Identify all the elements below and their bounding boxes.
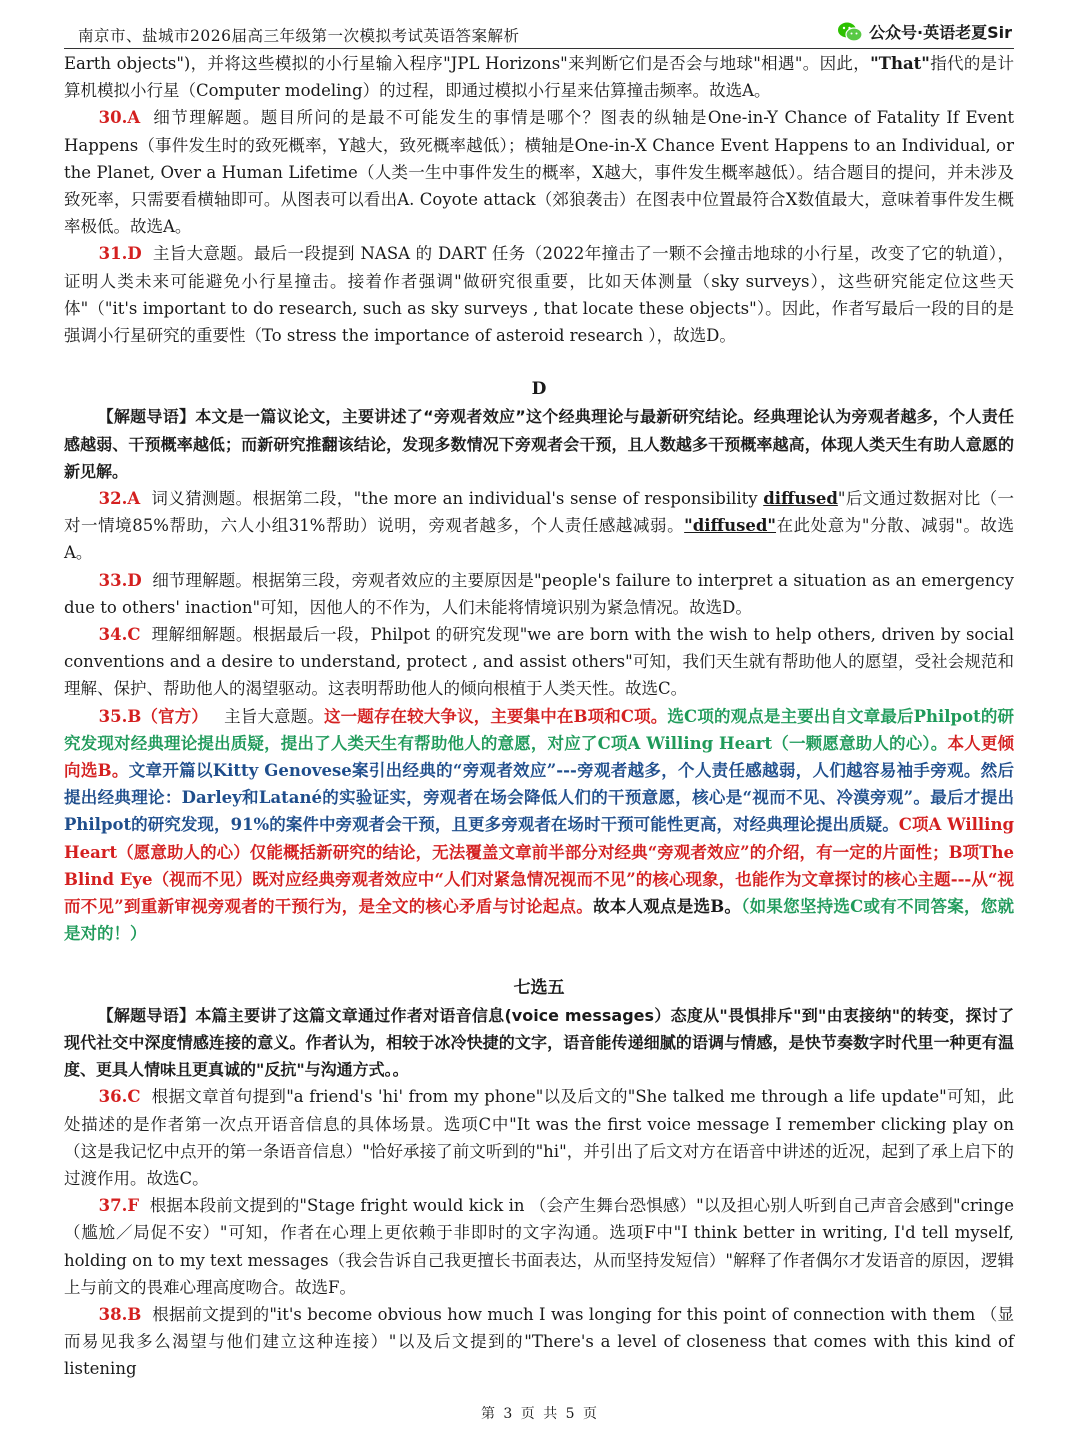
q35-part-2: 这一题存在较大争议，主要集中在B项和C项。 [323, 706, 668, 726]
brand-label: 公众号·英语老夏Sir [869, 23, 1012, 42]
q34-paragraph [64, 621, 1014, 703]
q32-paragraph [64, 485, 1014, 567]
intro-paragraph [64, 50, 1014, 104]
intro-that: "That" [870, 54, 930, 73]
section-d-guide: 【解题导语】本文是一篇议论文，主要讲述了“旁观者效应”这个经典理论与最新研究结论。经典理论认为旁观者越多，个人责任感越弱、干预概率越低；而新研究推翻该结论，发现多数情况下旁观者会干预，且人数越多干预概率越高，体现人类天生有助人意愿的新见解。 [64, 407, 1014, 481]
q31-number: 31.D [98, 244, 142, 264]
q35-part-3: 选C项的观点是主要出自文章最后Philpot的研究发现对经典理论提出质疑，提出了人类天生有帮助他人的意愿，对应了C项A Willing Heart（一颗愿意助人的心）。 [64, 706, 1014, 753]
q33-paragraph [64, 567, 1014, 621]
q32-text-a: 词义猜测题。根据第二段，"the more an individual's sense of responsibility [151, 489, 764, 509]
q31-text: 主旨大意题。最后一段提到 NASA 的 DART 任务（2022年撞击了一颗不会撞击地球的小行星，改变了它的轨道），证明人类未来可能避免小行星撞击。接着作者强调"做研究很重要，比如天体测量（sky surveys），这些研究能定位这些天体"（"it's important to do research, such as sky surveys , that locate these objects"）。因此，作者写最后一段的目的是强调小行星研究的重要性（To stress the importance of asteroid research ），故选D。 [64, 244, 1014, 346]
q30-text: 细节理解题。题目所问的是最不可能发生的事情是哪个？图表的纵轴是One-in-Y Chance of Fatality If Event Happens（事件发生时的致死概率，Y越大，致死概率越低）；横轴是One-in-X Chance Event Happens to an Individual, or the Planet, Over a Human Lifetime（人类一生中事件发生的概率，X越大，事件发生概率越低）。结合题目的提问，并未涉及致死率，只需要看横轴即可。从图表可以看出A. Coyote attack（郊狼袭击）在图表中位置最符合X数值最大，意味着事件发生概率极低。故选A。 [64, 108, 1014, 237]
q37-text: 根据本段前文提到的"Stage fright would kick in （会产生舞台恐惧感）"以及担心别人听到自己声音会感到"cringe（尴尬／局促不安）"可知，作者在心理上更依赖于非即时的文字沟通。选项F中"I think better in writing, I'd tell myself, holding on to my text messages（我会告诉自己我更擅长书面表达，从而坚持发短信）"解释了作者偶尔才发语音的原因，逻辑上与前文的畏难心理高度吻合。故选F。 [64, 1196, 1014, 1297]
q32-word-1: diffused [763, 489, 838, 509]
q37-paragraph [64, 1192, 1014, 1301]
q35-part-5: 文章开篇以Kitty Genovese案引出经典的“旁观者效应”---旁观者越多，个人责任感越弱，人们越容易袖手旁观。然后提出经典理论：Darley和Latané的实验证实，旁观者在场会降低人们的干预意愿，核心是“视而不见、冷漠旁观”。最后才提出Philpot的研究发现，91%的案件中旁观者会干预，且更多旁观者在场时干预可能性更高，对经典理论提出质疑。 [64, 761, 1014, 835]
q34-text: 理解细解题。根据最后一段，Philpot 的研究发现"we are born with the wish to help others, driven by social conventions and a desire to understand, protect , and assist others"可知，我们天生就有帮助他人的愿望，受社会规范和理解、保护、帮助他人的渴望驱动。这表明帮助他人的倾向根植于人类天性。故选C。 [64, 625, 1014, 699]
q38-number: 38.B [98, 1304, 142, 1324]
q35-part-1: 主旨大意题。 [224, 706, 324, 726]
q33-number: 33.D [98, 570, 142, 590]
intro-rest: 指代的是计算机模拟小行星（Computer modeling）的过程，即通过模拟小行星来估算撞击频率。故选A。 [64, 54, 1015, 101]
intro-text: Earth objects")，并将这些模拟的小行星输入程序"JPL Horizons"来判断它们是否会与地球"相遇"。因此， [64, 54, 871, 73]
q31-paragraph [64, 240, 1014, 349]
q35-part-4: 本人更倾向选B。 [64, 733, 1014, 781]
wechat-icon [837, 21, 863, 43]
q36-text: 根据文章首句提到"a friend's 'hi' from my phone"以及后文的"She talked me through a life update"可知，此处描述的是作者第一次点开语音信息的具体场景。选项C中"It was the first voice message I remember clicking play on（这是我记忆中点开的第一条语音信息）"恰好承接了前文听到的"hi"，并引出了后文对方在语音中讲述的近况，起到了承上启下的过渡作用。故选C。 [64, 1087, 1014, 1188]
section-75-guide: 【解题导语】本篇主要讲了这篇文章通过作者对语音信息(voice messages）态度从"畏惧排斥"到"由衷接纳"的转变，探讨了现代社交中深度情感连接的意义。作者认为，相较于冰冷快捷的文字，语音能传递细腻的语调与情感，是快节奏数字时代里一种更有温度、更具人情味且更真诚的"反抗"与沟通方式。。 [64, 1005, 1014, 1080]
q30-number: 30.A [98, 108, 141, 128]
q35-part-7: 故本人观点是选B。 [592, 897, 742, 917]
q37-number: 37.F [98, 1196, 140, 1216]
q35-paragraph [64, 703, 1014, 948]
section-d-title: D [531, 379, 547, 400]
q36-number: 36.C [98, 1087, 141, 1107]
q34-number: 34.C [98, 625, 141, 645]
q30-paragraph [64, 104, 1014, 240]
q38-text: 根据前文提到的"it's become obvious how much I was longing for this point of connection with them （显而易见我多么渴望与他们建立这种连接）"以及后文提到的"There's a level of closeness that comes with this kind of listening [64, 1304, 1014, 1379]
q35-part-8: （如果您坚持选C或有不同答案，您就是对的！） [64, 897, 1014, 944]
page-footer: 第 3 页 共 5 页 [480, 1406, 600, 1422]
q36-paragraph [64, 1083, 1014, 1192]
page-header [64, 14, 1014, 49]
q38-paragraph [64, 1301, 1014, 1383]
q35-number: 35.B（官方） [98, 706, 208, 726]
q32-text-c: 在此处意为"分散、减弱"。故选A。 [64, 516, 1014, 563]
section-75-title: 七选五 [513, 977, 565, 998]
page-content [64, 50, 1014, 1383]
q32-word-2: "diffused" [684, 516, 777, 536]
header-title: 南京市、盐城市2026届高三年级第一次模拟考试英语答案解析 [78, 27, 520, 45]
header-brand [837, 20, 1012, 43]
q35-part-6: C项A Willing Heart（愿意助人的心）仅能概括新研究的结论，无法覆盖文章前半部分对经典“旁观者效应”的介绍，有一定的片面性；B项The Blind Eye（视而不见）既对应经典旁观者效应中“人们对紧急情况视而不见”的核心现象，也能作为文章探讨的核心主题---从“视而不见”到重新审视旁观者的干预行为，是全文的核心矛盾与讨论起点。 [64, 815, 1014, 917]
q32-text-b: "后文通过数据对比（一对一情境85%帮助，六人小组31%帮助）说明，旁观者越多，个人责任感越减弱。 [64, 489, 1014, 536]
q32-number: 32.A [98, 489, 141, 509]
q33-text: 细节理解题。根据第三段，旁观者效应的主要原因是"people's failure to interpret a situation as an emergency due to others' inaction"可知，因他人的不作为，人们未能将情境识别为紧急情况。故选D。 [64, 570, 1014, 617]
